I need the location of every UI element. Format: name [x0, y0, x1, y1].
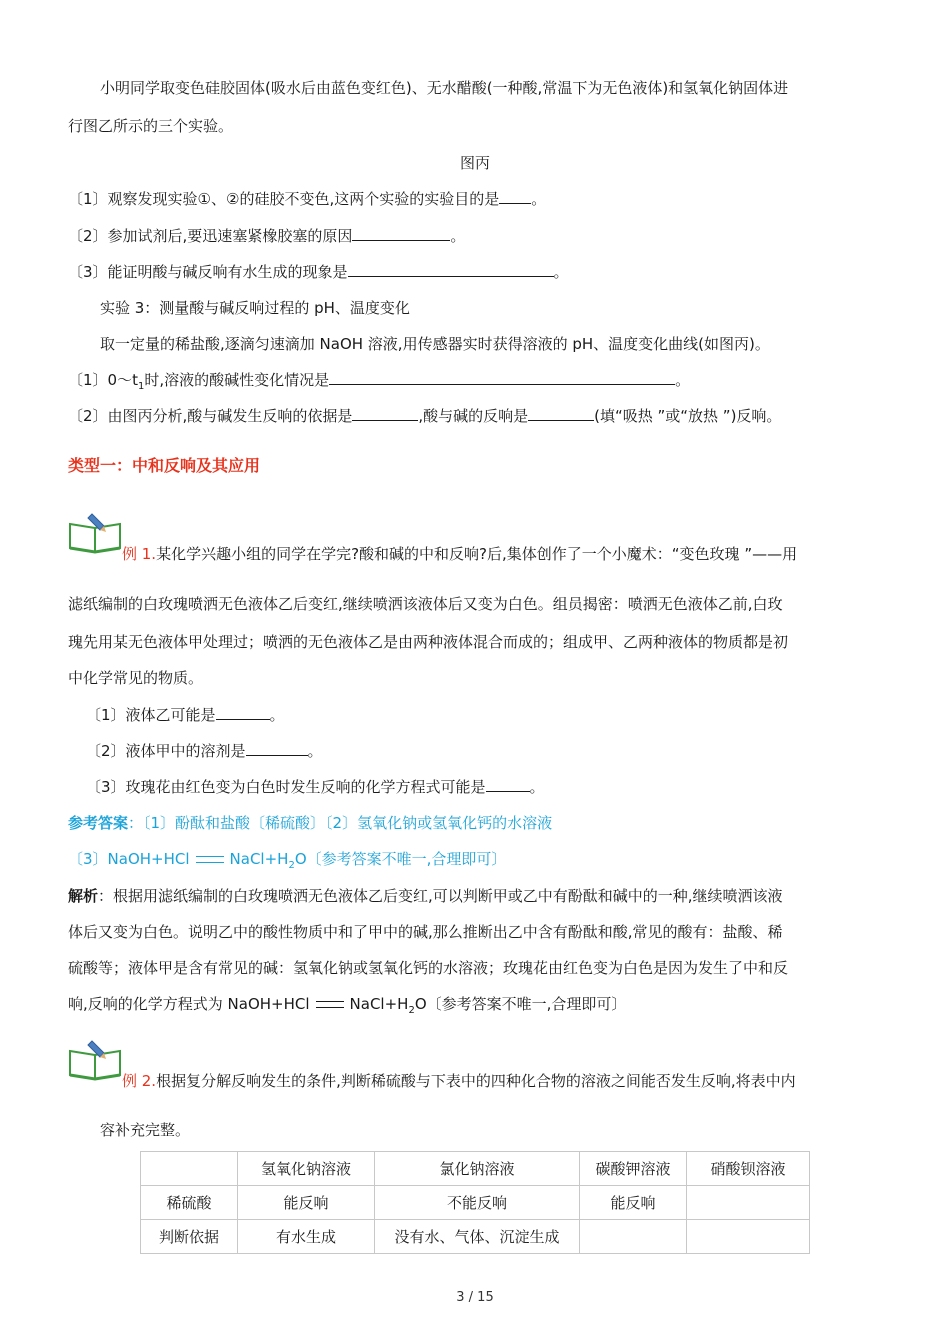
- table-header-cell: 硝酸钡溶液: [687, 1152, 810, 1186]
- example-1-question-3: 〔3〕玫瑰花由红色变为白色时发生反响的化学方程式可能是 。: [86, 778, 545, 796]
- table-cell: 不能反响: [375, 1186, 580, 1220]
- table-cell: 判断依据: [141, 1220, 238, 1254]
- equals-sign: [316, 1001, 344, 1008]
- example-1-analysis-line-4: 响,反响的化学方程式为 NaOH+HCl $NaCl+H_2O$〔参考答案不唯一,合理即可〕: [68, 995, 627, 1016]
- example-1-analysis-line-1: 解析：根据用滤纸编制的白玫瑰喷洒无色液体乙后变红,可以判断甲或乙中有酚酞和碱中的一种,继续喷洒该液: [68, 887, 783, 905]
- example-1-answer-line-2: 〔3〕NaOH+HCl $NaCl+H_2O$〔参考答案不唯一,合理即可〕: [68, 850, 507, 871]
- example-1-label: 例 1.: [122, 545, 157, 563]
- table-row: [141, 1220, 810, 1254]
- example-1-line-4: 中化学常见的物质。: [68, 669, 204, 687]
- figure-caption: 图丙: [459, 154, 490, 172]
- answer-blank[interactable]: [246, 741, 308, 756]
- table-cell-blank[interactable]: [687, 1220, 810, 1254]
- example-1-question-1: 〔1〕液体乙可能是 。: [86, 706, 285, 724]
- page-number: 3 / 15: [456, 1290, 494, 1305]
- table-cell: 能反响: [238, 1186, 375, 1220]
- example-1-line-3: 瑰先用某无色液体甲处理过；喷洒的无色液体乙是由两种液体混合而成的；组成甲、乙两种液体的物质都是初: [68, 633, 789, 651]
- answer-blank[interactable]: [348, 262, 554, 277]
- question-2-2: 〔2〕参加试剂后,要迅速塞紧橡胶塞的原因 。: [68, 227, 466, 245]
- table-header-cell: 氯化钠溶液: [375, 1152, 580, 1186]
- experiment-3-question-2: 〔2〕由图丙分析,酸与碱发生反响的依据是 ,酸与碱的反响是 (填“吸热 ”或“放热 ”)反响。: [68, 407, 782, 425]
- example-2-label: 例 2.: [122, 1072, 157, 1090]
- table-header-cell: 碳酸钾溶液: [580, 1152, 687, 1186]
- reaction-table: [140, 1151, 810, 1254]
- notebook-pencil-icon: [68, 512, 122, 554]
- example-1-line-1: 例 1.某化学兴趣小组的同学在学完?酸和碱的中和反响?后,集体创作了一个小魔术：“变色玫瑰 ”——用: [122, 545, 798, 563]
- example-2-line-1: 例 2.根据复分解反响发生的条件,判断稀硫酸与下表中的四种化合物的溶液之间能否发生反响,将表中内: [122, 1072, 796, 1090]
- question-2-3: 〔3〕能证明酸与碱反响有水生成的现象是 。: [68, 263, 569, 281]
- answer-blank[interactable]: [352, 406, 418, 421]
- notebook-pencil-icon: [68, 1039, 122, 1081]
- example-1-answer-line-1: 参考答案：〔1〕酚酞和盐酸〔稀硫酸〕〔2〕氢氧化钠或氢氧化钙的水溶液: [68, 814, 553, 832]
- intro-line-1: 小明同学取变色硅胶固体(吸水后由蓝色变红色)、无水醋酸(一种酸,常温下为无色液体)和氢氧化钠固体进: [100, 79, 789, 97]
- answer-blank[interactable]: [216, 705, 270, 720]
- question-2-1: 〔1〕观察发现实验①、②的硅胶不变色,这两个实验的实验目的是 。: [68, 190, 547, 208]
- answer-blank[interactable]: [352, 226, 450, 241]
- answer-blank[interactable]: [499, 189, 531, 204]
- example-1-analysis-line-3: 硫酸等；液体甲是含有常见的碱：氢氧化钠或氢氧化钙的水溶液；玫瑰花由红色变为白色是因为发生了中和反: [68, 959, 789, 977]
- example-1-analysis-line-2: 体后又变为白色。说明乙中的酸性物质中和了甲中的碱,那么推断出乙中含有酚酞和酸,常见的酸有：盐酸、稀: [68, 923, 783, 941]
- table-cell: 没有水、气体、沉淀生成: [375, 1220, 580, 1254]
- table-cell: 稀硫酸: [141, 1186, 238, 1220]
- example-2-line-2: 容补充完整。: [100, 1121, 191, 1139]
- answer-blank[interactable]: [486, 777, 530, 792]
- table-cell-blank[interactable]: [580, 1220, 687, 1254]
- table-header-row: [141, 1152, 810, 1186]
- experiment-3-title: 实验 3：测量酸与碱反响过程的 pH、温度变化: [100, 299, 410, 317]
- table-cell-blank[interactable]: [687, 1186, 810, 1220]
- example-1-line-2: 滤纸编制的白玫瑰喷洒无色液体乙后变红,继续喷洒该液体后又变为白色。组员揭密：喷洒无色液体乙前,白玫: [68, 595, 783, 613]
- table-cell: 有水生成: [238, 1220, 375, 1254]
- answer-blank[interactable]: [528, 406, 594, 421]
- section-heading: 类型一：中和反响及其应用: [68, 456, 261, 475]
- intro-line-2: 行图乙所示的三个实验。: [68, 117, 234, 135]
- experiment-3-question-1: 〔1〕$0\sim t_1$时,溶液的酸碱性变化情况是 。: [68, 371, 691, 392]
- answer-blank[interactable]: [329, 370, 675, 385]
- equals-sign: [196, 856, 224, 863]
- table-cell: 能反响: [580, 1186, 687, 1220]
- table-header-cell: [141, 1152, 238, 1186]
- table-header-cell: 氢氧化钠溶液: [238, 1152, 375, 1186]
- table-row: [141, 1186, 810, 1220]
- experiment-3-description: 取一定量的稀盐酸,逐滴匀速滴加 NaOH 溶液,用传感器实时获得溶液的 pH、温度变化曲线(如图丙)。: [100, 335, 770, 353]
- example-1-question-2: 〔2〕液体甲中的溶剂是 。: [86, 742, 323, 760]
